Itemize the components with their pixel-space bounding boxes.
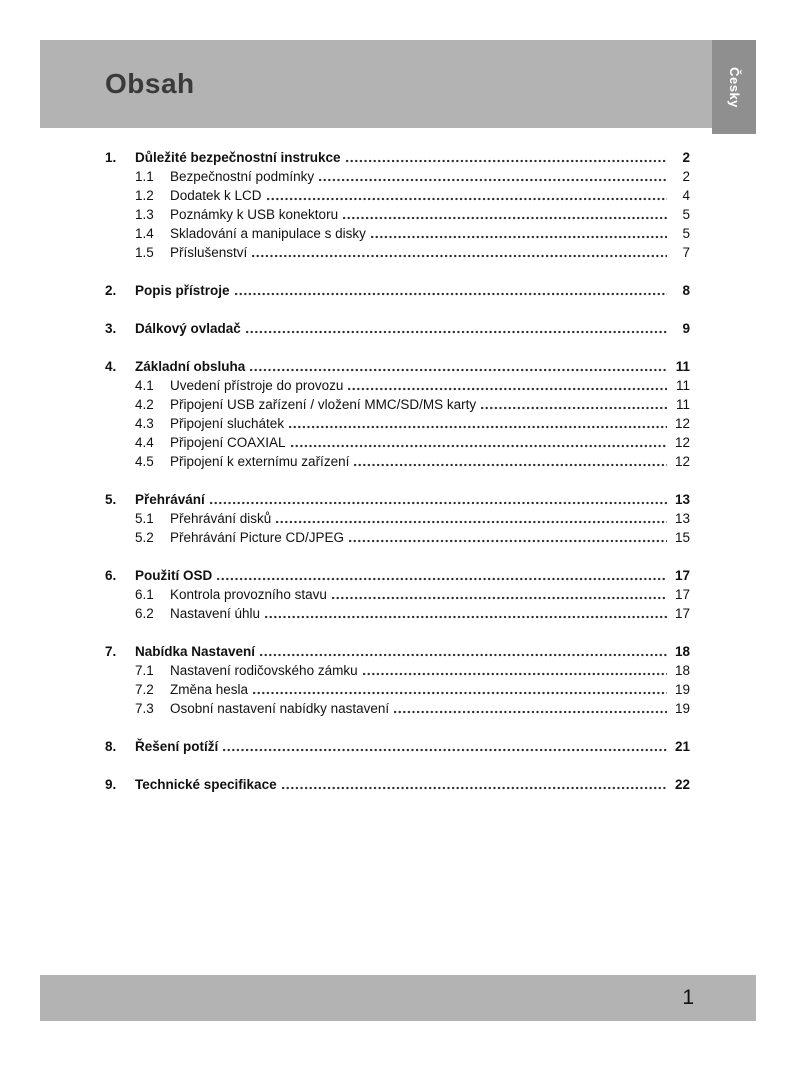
toc-leader-dots bbox=[371, 235, 667, 239]
toc-entry-number: 6. bbox=[105, 568, 117, 583]
toc-leader-dots bbox=[481, 406, 667, 410]
toc-entry-number: 4.2 bbox=[135, 397, 154, 412]
toc-subentry bbox=[105, 509, 690, 528]
toc-leader-dots bbox=[235, 292, 667, 296]
toc-entry-page: 18 bbox=[674, 663, 690, 678]
toc-entry bbox=[105, 148, 690, 167]
toc-entry-title: Uvedení přístroje do provozu bbox=[170, 378, 344, 393]
toc-subentry bbox=[105, 699, 690, 718]
toc-entry-number: 8. bbox=[105, 739, 117, 754]
toc-entry-page: 4 bbox=[682, 188, 690, 203]
toc-leader-dots bbox=[291, 444, 667, 448]
toc-entry bbox=[105, 281, 690, 300]
toc-leader-dots bbox=[348, 387, 667, 391]
toc-subentry bbox=[105, 680, 690, 699]
toc-leader-dots bbox=[289, 425, 667, 429]
toc-leader-dots bbox=[343, 216, 667, 220]
toc-subentry bbox=[105, 395, 690, 414]
toc-subentry bbox=[105, 376, 690, 395]
toc-entry-page: 12 bbox=[674, 435, 690, 450]
toc-entry-page: 11 bbox=[675, 397, 690, 412]
toc-entry-title: Bezpečnostní podmínky bbox=[170, 169, 315, 184]
toc-leader-dots bbox=[210, 501, 667, 505]
toc-entry-number: 7.2 bbox=[135, 682, 154, 697]
toc-subentry bbox=[105, 186, 690, 205]
toc-entry-number: 5. bbox=[105, 492, 117, 507]
toc-entry-title: Důležité bezpečnostní instrukce bbox=[135, 150, 341, 165]
toc-section bbox=[105, 281, 690, 300]
toc-entry-title: Dodatek k LCD bbox=[170, 188, 262, 203]
toc-entry-title: Osobní nastavení nabídky nastavení bbox=[170, 701, 390, 716]
toc-entry-number: 3. bbox=[105, 321, 117, 336]
toc-section bbox=[105, 148, 690, 262]
toc-entry-page: 11 bbox=[675, 359, 690, 374]
language-tab-label: Česky bbox=[726, 66, 742, 108]
toc-entry-number: 1.1 bbox=[135, 169, 154, 184]
toc-section bbox=[105, 490, 690, 547]
toc-subentry bbox=[105, 528, 690, 547]
toc-entry-title: Změna hesla bbox=[170, 682, 249, 697]
toc-entry-number: 7.3 bbox=[135, 701, 154, 716]
toc-entry-page: 17 bbox=[674, 606, 690, 621]
toc-leader-dots bbox=[354, 463, 667, 467]
toc-entry-title: Kontrola provozního stavu bbox=[170, 587, 327, 602]
toc-entry-page: 15 bbox=[674, 530, 690, 545]
toc-entry-page: 12 bbox=[674, 416, 690, 431]
toc-entry-number: 4.3 bbox=[135, 416, 154, 431]
toc-entry-number: 9. bbox=[105, 777, 117, 792]
toc-entry-page: 17 bbox=[674, 568, 690, 583]
toc-section bbox=[105, 319, 690, 338]
toc-leader-dots bbox=[346, 159, 667, 163]
toc-entry-title: Připojení sluchátek bbox=[170, 416, 285, 431]
toc-entry bbox=[105, 490, 690, 509]
toc-entry-page: 11 bbox=[675, 378, 690, 393]
toc-entry-title: Připojení USB zařízení / vložení MMC/SD/MS karty bbox=[170, 397, 477, 412]
toc-section bbox=[105, 642, 690, 718]
toc-entry-page: 13 bbox=[674, 492, 690, 507]
toc-entry-title: Nastavení úhlu bbox=[170, 606, 261, 621]
toc-entry-page: 17 bbox=[674, 587, 690, 602]
header-band bbox=[40, 40, 712, 128]
toc-entry-page: 19 bbox=[674, 701, 690, 716]
toc-entry-title: Použití OSD bbox=[135, 568, 213, 583]
toc-entry-page: 21 bbox=[674, 739, 690, 754]
toc-section bbox=[105, 566, 690, 623]
toc-subentry bbox=[105, 661, 690, 680]
toc-entry-number: 4. bbox=[105, 359, 117, 374]
toc-entry-number: 4.4 bbox=[135, 435, 154, 450]
toc-leader-dots bbox=[260, 653, 667, 657]
toc-subentry bbox=[105, 243, 690, 262]
toc-section bbox=[105, 357, 690, 471]
toc-entry-title: Technické specifikace bbox=[135, 777, 277, 792]
toc-entry-page: 9 bbox=[682, 321, 690, 336]
toc-subentry bbox=[105, 414, 690, 433]
toc-leader-dots bbox=[265, 615, 667, 619]
toc-entry-title: Přehrávání Picture CD/JPEG bbox=[170, 530, 345, 545]
toc-entry bbox=[105, 319, 690, 338]
toc-entry-page: 12 bbox=[674, 454, 690, 469]
toc-entry-title: Nastavení rodičovského zámku bbox=[170, 663, 358, 678]
toc-entry-number: 2. bbox=[105, 283, 117, 298]
toc-entry-page: 2 bbox=[682, 150, 690, 165]
toc-entry-page: 22 bbox=[674, 777, 690, 792]
toc-subentry bbox=[105, 433, 690, 452]
toc-entry-page: 5 bbox=[682, 226, 690, 241]
toc-leader-dots bbox=[223, 748, 667, 752]
toc-entry-page: 7 bbox=[682, 245, 690, 260]
toc-leader-dots bbox=[363, 672, 667, 676]
toc-entry-page: 13 bbox=[674, 511, 690, 526]
toc-entry-number: 6.2 bbox=[135, 606, 154, 621]
toc-entry-title: Přehrávání disků bbox=[170, 511, 272, 526]
footer-band bbox=[40, 975, 756, 1021]
toc-entry-title: Základní obsluha bbox=[135, 359, 246, 374]
toc-entry bbox=[105, 642, 690, 661]
toc-entry bbox=[105, 566, 690, 585]
toc-entry bbox=[105, 737, 690, 756]
toc-leader-dots bbox=[282, 786, 667, 790]
toc-entry-number: 6.1 bbox=[135, 587, 154, 602]
toc-entry-page: 5 bbox=[682, 207, 690, 222]
toc-leader-dots bbox=[250, 368, 667, 372]
toc-leader-dots bbox=[217, 577, 667, 581]
toc-entry-number: 7.1 bbox=[135, 663, 154, 678]
toc-entry-title: Přehrávání bbox=[135, 492, 205, 507]
toc-entry-page: 8 bbox=[682, 283, 690, 298]
toc-entry-number: 5.1 bbox=[135, 511, 154, 526]
toc-entry-title: Příslušenství bbox=[170, 245, 248, 260]
toc-entry bbox=[105, 357, 690, 376]
toc-leader-dots bbox=[253, 691, 667, 695]
toc-entry-number: 1.4 bbox=[135, 226, 154, 241]
toc-entry-number: 1.3 bbox=[135, 207, 154, 222]
toc-entry-number: 1. bbox=[105, 150, 117, 165]
toc-leader-dots bbox=[349, 539, 667, 543]
toc-entry-title: Připojení COAXIAL bbox=[170, 435, 286, 450]
toc-entry-number: 7. bbox=[105, 644, 117, 659]
toc-leader-dots bbox=[319, 178, 667, 182]
toc-entry-page: 19 bbox=[674, 682, 690, 697]
toc-entry-title: Poznámky k USB konektoru bbox=[170, 207, 339, 222]
toc-entry-title: Popis přístroje bbox=[135, 283, 230, 298]
toc-leader-dots bbox=[394, 710, 667, 714]
toc-entry-number: 5.2 bbox=[135, 530, 154, 545]
toc-entry-number: 4.1 bbox=[135, 378, 154, 393]
table-of-contents bbox=[105, 148, 690, 813]
toc-subentry bbox=[105, 224, 690, 243]
toc-leader-dots bbox=[332, 596, 667, 600]
toc-entry-number: 1.2 bbox=[135, 188, 154, 203]
toc-entry-page: 2 bbox=[682, 169, 690, 184]
toc-leader-dots bbox=[246, 330, 667, 334]
toc-entry-title: Skladování a manipulace s disky bbox=[170, 226, 366, 241]
toc-subentry bbox=[105, 604, 690, 623]
toc-subentry bbox=[105, 205, 690, 224]
toc-leader-dots bbox=[252, 254, 667, 258]
toc-entry-number: 4.5 bbox=[135, 454, 154, 469]
toc-section bbox=[105, 737, 690, 756]
page-title: Obsah bbox=[105, 68, 195, 99]
toc-subentry bbox=[105, 585, 690, 604]
toc-entry-number: 1.5 bbox=[135, 245, 154, 260]
toc-entry bbox=[105, 775, 690, 794]
toc-entry-title: Řešení potíží bbox=[135, 739, 219, 754]
toc-entry-title: Nabídka Nastavení bbox=[135, 644, 256, 659]
language-tab bbox=[712, 40, 756, 134]
toc-leader-dots bbox=[267, 197, 667, 201]
toc-subentry bbox=[105, 167, 690, 186]
footer-page-number: 1 bbox=[682, 986, 694, 1009]
toc-entry-title: Dálkový ovladač bbox=[135, 321, 241, 336]
toc-entry-page: 18 bbox=[674, 644, 690, 659]
toc-entry-title: Připojení k externímu zařízení bbox=[170, 454, 350, 469]
toc-leader-dots bbox=[276, 520, 667, 524]
toc-section bbox=[105, 775, 690, 794]
toc-subentry bbox=[105, 452, 690, 471]
